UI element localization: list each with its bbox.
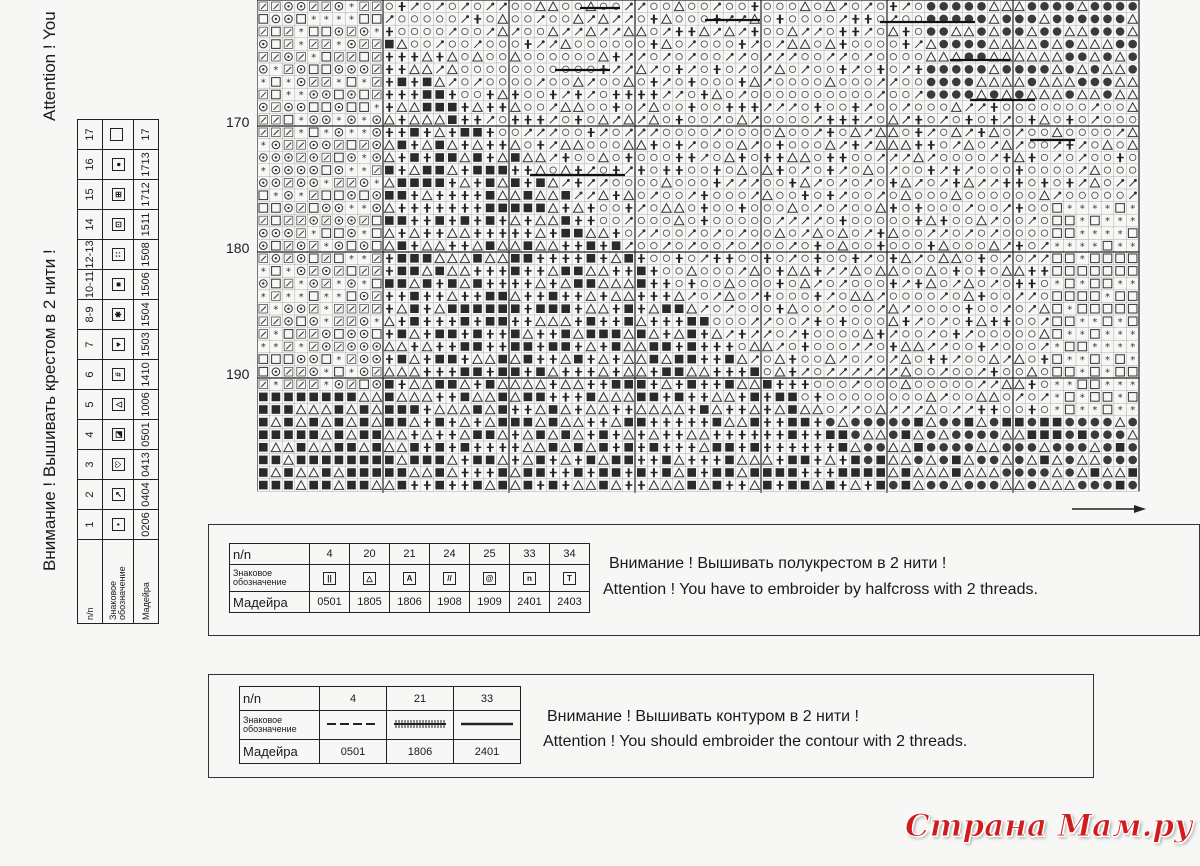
key-symbol-icon — [470, 565, 510, 592]
contour-line-icon — [454, 711, 521, 740]
key-code-cell: 1805 — [350, 592, 390, 613]
svg-text:*: * — [260, 291, 266, 303]
svg-text:*: * — [374, 27, 380, 39]
svg-text:*: * — [361, 228, 367, 240]
key-symbol-icon: ✱ — [103, 300, 134, 330]
svg-text:*: * — [323, 128, 329, 139]
svg-text:*: * — [361, 254, 367, 265]
key-symbol-glyph: A — [403, 572, 416, 585]
key-symbol-icon — [390, 565, 430, 592]
row-label-170: 170 — [226, 114, 250, 130]
svg-text:*: * — [349, 203, 354, 215]
svg-text:*: * — [1092, 203, 1098, 215]
key-symbol-icon: ■ — [103, 270, 134, 300]
key-symbol-glyph: // — [443, 572, 456, 585]
svg-text:*: * — [1117, 317, 1123, 328]
svg-text:*: * — [1117, 380, 1123, 391]
svg-text:*: * — [1105, 203, 1110, 215]
key-code-cell: 1806 — [390, 592, 430, 613]
svg-text:*: * — [361, 165, 367, 177]
key-symbol-icon: △ — [103, 390, 134, 420]
svg-text:*: * — [1067, 203, 1073, 215]
contour-key-table — [239, 686, 521, 764]
svg-text:*: * — [1079, 203, 1085, 215]
key-number-cell: 24 — [430, 544, 470, 565]
svg-text:*: * — [1067, 329, 1073, 341]
svg-text:*: * — [323, 178, 329, 190]
svg-text:*: * — [298, 115, 304, 127]
key-number-cell: 34 — [550, 544, 590, 565]
svg-text:*: * — [298, 291, 304, 303]
svg-text:*: * — [1117, 216, 1123, 228]
svg-text:*: * — [273, 380, 279, 391]
svg-text:*: * — [298, 279, 304, 291]
key-number-cell: 21 — [390, 544, 430, 565]
svg-text:*: * — [323, 380, 329, 391]
key-code-cell: 0206 — [134, 510, 159, 540]
svg-text:*: * — [336, 14, 342, 26]
key-code-cell: 1504 — [134, 300, 159, 330]
svg-text:*: * — [1130, 380, 1136, 391]
key-row-label: Мадейра — [134, 540, 159, 624]
key-row-code — [240, 740, 521, 764]
site-watermark-logo: Страна Мам.ру — [905, 808, 1193, 844]
svg-text:*: * — [1067, 380, 1073, 391]
cross-stitch-warning-en: Attention ! You — [40, 11, 59, 121]
svg-text:*: * — [1054, 342, 1060, 354]
svg-text:*: * — [361, 77, 367, 89]
svg-text:*: * — [1117, 228, 1123, 240]
svg-text:*: * — [273, 304, 279, 316]
key-code-cell: 1506 — [134, 270, 159, 300]
svg-text:*: * — [1054, 380, 1060, 391]
key-symbol-icon: # — [103, 360, 134, 390]
key-number-cell: 16 — [78, 150, 103, 180]
svg-text:*: * — [323, 14, 329, 26]
svg-text:*: * — [1130, 405, 1136, 417]
key-number-cell: 10-11 — [78, 270, 103, 300]
key-symbol-icon: ↗ — [103, 480, 134, 510]
key-number-cell: 20 — [350, 544, 390, 565]
key-number-cell: 8-9 — [78, 300, 103, 330]
key-symbol-glyph: △ — [363, 572, 376, 585]
svg-text:*: * — [1092, 342, 1098, 354]
key-symbol-icon: ♡ — [103, 450, 134, 480]
row-label-180: 180 — [226, 240, 250, 256]
key-symbol-icon: ⊡ — [103, 210, 134, 240]
svg-text:*: * — [374, 102, 380, 114]
svg-text:*: * — [1117, 241, 1123, 253]
key-row-symbol — [230, 565, 590, 592]
key-row-number — [240, 687, 521, 711]
svg-text:*: * — [1130, 216, 1136, 228]
svg-text:*: * — [298, 128, 304, 139]
svg-text:*: * — [1054, 241, 1060, 253]
halfcross-key-box — [208, 524, 1200, 636]
key-row-code — [230, 592, 590, 613]
key-code-cell: 0501 — [310, 592, 350, 613]
key-symbol-icon: ⊞ — [103, 180, 134, 210]
key-number-cell: 17 — [78, 120, 103, 150]
key-number-cell: 15 — [78, 180, 103, 210]
svg-text:*: * — [1092, 317, 1098, 328]
svg-text:*: * — [361, 115, 367, 127]
key-number-cell: 6 — [78, 360, 103, 390]
svg-text:*: * — [1130, 279, 1136, 291]
svg-text:*: * — [336, 77, 342, 89]
halfcross-note-ru: Внимание ! Вышивать полукрестом в 2 нити ! — [609, 555, 947, 572]
svg-text:*: * — [286, 291, 291, 303]
contour-note-ru: Внимание ! Вышивать контуром в 2 нити ! — [547, 708, 859, 725]
svg-text:*: * — [1079, 279, 1085, 291]
halfcross-note-en: Attention ! You have to embroider by halfcross with 2 threads. — [603, 581, 1038, 598]
key-code-cell: 1503 — [134, 330, 159, 360]
key-code-cell: 1806 — [387, 740, 454, 764]
svg-text:*: * — [1130, 342, 1136, 354]
svg-text:*: * — [311, 228, 317, 240]
svg-text:*: * — [1130, 354, 1136, 366]
svg-text:*: * — [349, 2, 354, 13]
key-code-cell: 1909 — [470, 592, 510, 613]
svg-text:*: * — [1130, 241, 1136, 253]
key-code-cell: 17 — [134, 120, 159, 150]
stitch-grid — [257, 0, 1146, 493]
svg-text:*: * — [361, 279, 367, 291]
svg-text:*: * — [1079, 329, 1085, 341]
svg-text:*: * — [1117, 329, 1123, 341]
key-number-cell: 12-13 — [78, 240, 103, 270]
key-symbol-icon — [430, 565, 470, 592]
svg-text:*: * — [1105, 367, 1110, 379]
key-number-cell: 21 — [387, 687, 454, 711]
svg-text:*: * — [298, 27, 304, 39]
key-number-cell: 3 — [78, 450, 103, 480]
svg-text:*: * — [286, 266, 291, 278]
key-number-cell: 14 — [78, 210, 103, 240]
key-code-cell: 0413 — [134, 450, 159, 480]
key-number-cell: 33 — [454, 687, 521, 711]
svg-text:*: * — [298, 39, 304, 51]
key-number-cell: 33 — [510, 544, 550, 565]
key-code-cell: 1908 — [430, 592, 470, 613]
svg-text:*: * — [273, 191, 279, 202]
svg-text:*: * — [260, 165, 266, 177]
svg-text:*: * — [1105, 228, 1110, 240]
key-number-cell: 5 — [78, 390, 103, 420]
svg-text:*: * — [273, 65, 279, 76]
svg-text:*: * — [273, 342, 279, 354]
svg-text:*: * — [1117, 405, 1123, 417]
contour-note-en: Attention ! You should embroider the contour with 2 threads. — [543, 733, 968, 750]
key-row-symbol — [240, 711, 521, 740]
svg-text:*: * — [349, 367, 354, 379]
key-symbol-icon — [550, 565, 590, 592]
key-symbol-icon — [350, 565, 390, 592]
svg-text:*: * — [1079, 317, 1085, 328]
svg-text:*: * — [1079, 228, 1085, 240]
svg-text:*: * — [1054, 405, 1060, 417]
key-symbol-icon — [510, 565, 550, 592]
svg-text:*: * — [311, 52, 317, 64]
key-code-cell: 2401 — [454, 740, 521, 764]
svg-text:*: * — [286, 90, 291, 102]
row-label-190: 190 — [226, 366, 250, 382]
key-code-cell: 0404 — [134, 480, 159, 510]
key-code-cell: 2401 — [510, 592, 550, 613]
svg-text:*: * — [260, 140, 266, 152]
svg-text:*: * — [1079, 216, 1085, 228]
svg-text:*: * — [349, 14, 354, 26]
key-symbol-glyph: T — [563, 572, 576, 585]
svg-text:*: * — [323, 317, 329, 328]
key-code-cell: 0501 — [134, 420, 159, 450]
key-symbol-glyph: @ — [483, 572, 496, 585]
svg-text:*: * — [374, 178, 380, 190]
contour-key-box — [208, 674, 1094, 778]
svg-text:*: * — [1130, 329, 1136, 341]
key-code-cell: 1006 — [134, 390, 159, 420]
svg-text:*: * — [361, 128, 367, 139]
svg-text:*: * — [1067, 354, 1073, 366]
key-row-code — [134, 120, 159, 624]
key-row-label: n/n — [230, 544, 310, 565]
svg-text:*: * — [323, 241, 329, 253]
key-symbol-icon: • — [103, 510, 134, 540]
svg-text:*: * — [1092, 405, 1098, 417]
svg-text:*: * — [1079, 241, 1085, 253]
svg-text:*: * — [298, 191, 304, 202]
svg-text:*: * — [1054, 279, 1060, 291]
svg-text:*: * — [1054, 392, 1060, 404]
key-row-label: Мадейра — [230, 592, 310, 613]
halfcross-key-table — [229, 543, 590, 613]
key-symbol-icon — [103, 120, 134, 150]
svg-text:*: * — [298, 90, 304, 102]
svg-text:*: * — [1079, 354, 1085, 366]
cross-stitch-warning-ru: Внимание ! Вышивать крестом в 2 нити ! — [40, 249, 59, 571]
key-symbol-icon — [310, 565, 350, 592]
svg-text:*: * — [336, 279, 342, 291]
key-symbol-icon: ● — [103, 150, 134, 180]
key-code-cell: 1508 — [134, 240, 159, 270]
contour-line-icon — [387, 711, 454, 740]
cross-stitch-key — [0, 0, 170, 866]
svg-text:*: * — [1117, 342, 1123, 354]
key-code-cell: 1410 — [134, 360, 159, 390]
key-row-number — [230, 544, 590, 565]
svg-text:*: * — [323, 367, 329, 379]
svg-text:*: * — [336, 291, 342, 303]
stitch-chart — [257, 0, 1146, 493]
key-symbol-icon: ♥ — [103, 330, 134, 360]
key-code-cell: 2403 — [550, 592, 590, 613]
key-symbol-icon: ∷ — [103, 240, 134, 270]
svg-text:*: * — [260, 77, 266, 89]
svg-text:*: * — [349, 165, 354, 177]
svg-text:*: * — [374, 317, 380, 328]
svg-text:*: * — [260, 342, 266, 354]
svg-text:*: * — [273, 329, 279, 341]
key-row-label: n/n — [240, 687, 320, 711]
key-number-cell: 4 — [320, 687, 387, 711]
key-row-number — [78, 120, 103, 624]
svg-text:*: * — [1105, 380, 1110, 391]
key-row-symbol — [103, 120, 134, 624]
svg-text:*: * — [336, 354, 342, 366]
svg-text:*: * — [1130, 203, 1136, 215]
svg-text:*: * — [361, 203, 367, 215]
svg-text:*: * — [349, 128, 354, 139]
key-row-label: Знаковое обозначение — [240, 711, 320, 740]
key-number-cell: 2 — [78, 480, 103, 510]
key-number-cell: 4 — [78, 420, 103, 450]
svg-text:*: * — [323, 304, 329, 316]
cross-stitch-key-table — [77, 119, 159, 624]
key-code-cell: 1712 — [134, 180, 159, 210]
key-code-cell: 1713 — [134, 150, 159, 180]
svg-text:*: * — [1105, 329, 1110, 341]
svg-text:*: * — [286, 77, 291, 89]
key-row-label: Знаковое обозначение — [103, 540, 134, 624]
key-number-cell: 4 — [310, 544, 350, 565]
svg-text:*: * — [298, 342, 304, 354]
key-symbol-glyph: || — [323, 572, 336, 585]
svg-text:*: * — [1092, 228, 1098, 240]
key-row-label: Мадейра — [240, 740, 320, 764]
right-arrow-icon — [1072, 503, 1148, 515]
svg-text:*: * — [1105, 354, 1110, 366]
svg-text:*: * — [260, 266, 266, 278]
svg-text:*: * — [1067, 304, 1073, 316]
key-number-cell: 25 — [470, 544, 510, 565]
svg-text:*: * — [361, 153, 367, 165]
svg-text:*: * — [1117, 392, 1123, 404]
svg-text:*: * — [336, 39, 342, 51]
svg-text:*: * — [1079, 405, 1085, 417]
svg-text:*: * — [1079, 254, 1085, 265]
svg-text:*: * — [1105, 216, 1110, 228]
svg-text:*: * — [349, 254, 354, 265]
svg-text:*: * — [1105, 342, 1110, 354]
svg-text:*: * — [336, 115, 342, 127]
svg-text:*: * — [1117, 279, 1123, 291]
key-number-cell: 7 — [78, 330, 103, 360]
svg-text:*: * — [323, 291, 329, 303]
svg-text:*: * — [311, 14, 317, 26]
key-code-cell: 1511 — [134, 210, 159, 240]
contour-line-icon — [320, 711, 387, 740]
key-row-label: Знаковое обозначение — [230, 565, 310, 592]
svg-text:*: * — [1092, 241, 1098, 253]
svg-text:*: * — [1067, 241, 1073, 253]
key-number-cell: 1 — [78, 510, 103, 540]
key-symbol-icon: ◪ — [103, 420, 134, 450]
key-row-label: n/n — [78, 540, 103, 624]
svg-text:*: * — [1079, 367, 1085, 379]
svg-text:*: * — [1079, 392, 1085, 404]
svg-text:*: * — [1105, 291, 1110, 303]
key-code-cell: 0501 — [320, 740, 387, 764]
key-symbol-glyph: n — [523, 572, 536, 585]
